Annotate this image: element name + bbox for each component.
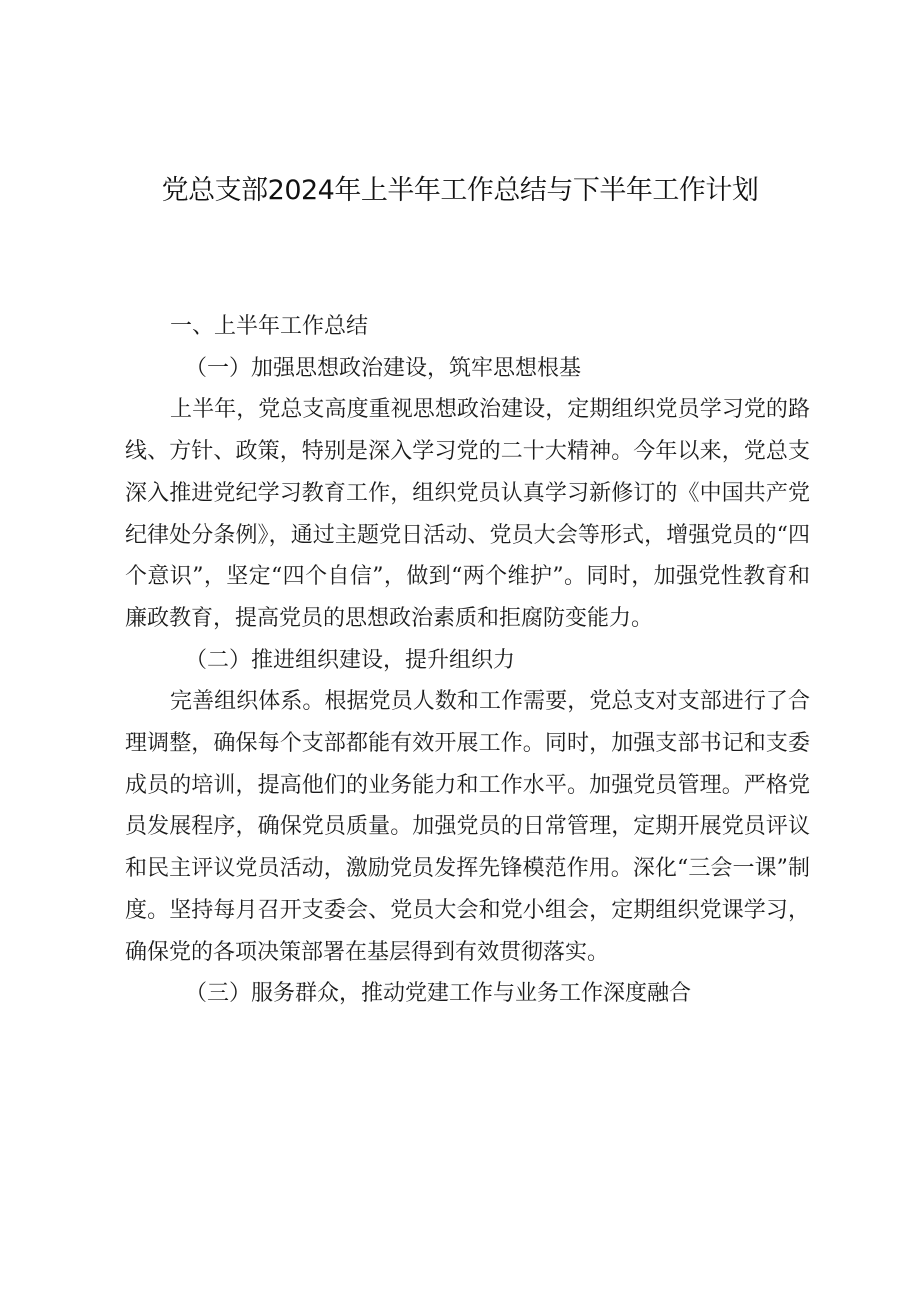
subsection-heading-3: （三）服务群众，推动党建工作与业务工作深度融合 bbox=[185, 981, 692, 1007]
paragraph: 上半年，党总支高度重视思想政治建设，定期组织党员学习党的路线、方针、政策，特别是深入学习党的二十大精神。今年以来，党总支深入推进党纪学习教育工作，组织党员认真学习新修订的《中国共产党纪律处分条例》，通过主题党日活动、党员大会等形式，增强党员的“四个意识”，坚定“四个自信”，做到“两个维护”。同时，加强党性教育和廉政教育，提高党员的思想政治素质和拒腐防变能力。 bbox=[125, 397, 810, 631]
document-body bbox=[125, 306, 810, 1015]
subsection-heading-2: （二）推进组织建设，提升组织力 bbox=[185, 647, 516, 673]
section-heading-1: 一、上半年工作总结 bbox=[170, 314, 369, 339]
document-title: 党总支部2024年上半年工作总结与下半年工作计划 bbox=[161, 175, 759, 206]
subsection-heading-1: （一）加强思想政治建设，筑牢思想根基 bbox=[185, 355, 582, 381]
paragraph: 完善组织体系。根据党员人数和工作需要，党总支对支部进行了合理调整，确保每个支部都能有效开展工作。同时，加强支部书记和支委成员的培训，提高他们的业务能力和工作水平。加强党员管理。严格党员发展程序，确保党员质量。加强党员的日常管理，定期开展党员评议和民主评议党员活动，激励党员发挥先锋模范作用。深化“三会一课”制度。坚持每月召开支委会、党员大会和党小组会，定期组织党课学习，确保党的各项决策部署在基层得到有效贯彻落实。 bbox=[125, 689, 810, 965]
